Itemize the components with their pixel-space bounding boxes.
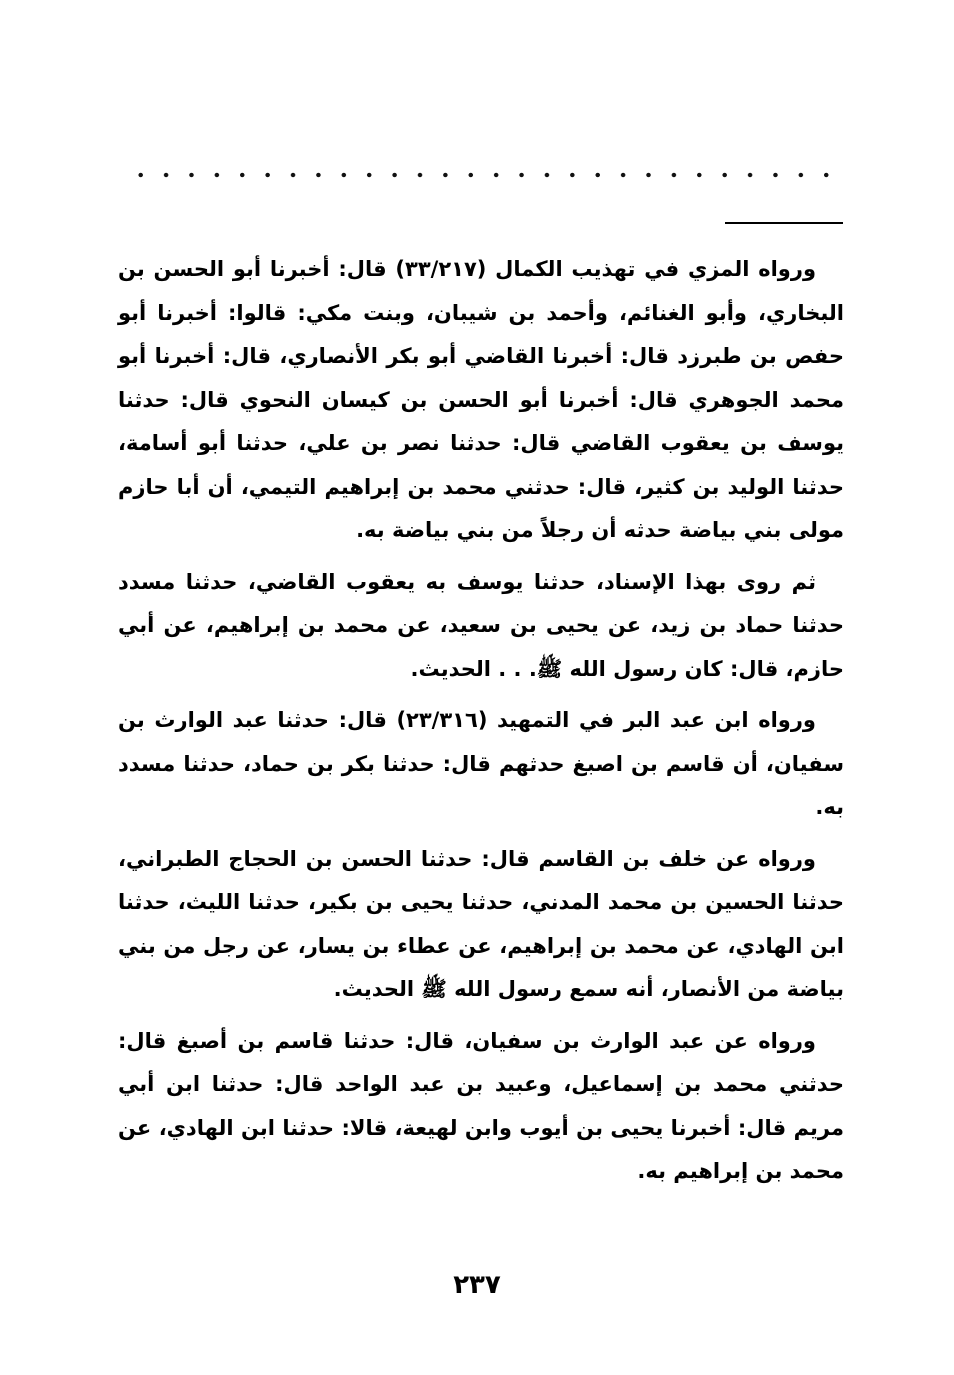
page-number: ٢٣٧ bbox=[453, 1270, 501, 1300]
paragraph-5: ورواه عن عبد الوارث بن سفيان، قال: حدثنا قاسم بن أصبغ قال: حدثني محمد بن إسماعيل، وعبيد بن عبد الواحد قال: حدثنا ابن أبي مريم قال: أخبرنا يحيى بن أيوب وابن لهيعة، قالا: حدثنا ابن الهادي، عن محمد بن إبراهيم به. bbox=[118, 1028, 844, 1183]
footnote-rule bbox=[725, 222, 843, 224]
dotted-separator bbox=[128, 168, 840, 182]
paragraph-1: ورواه المزي في تهذيب الكمال (٣٣/٢١٧) قال: أخبرنا أبو الحسن بن البخاري، وأبو الغنائم، وأحمد بن شيبان، وبنت مكي: قالوا: أخبرنا أبو حفص بن طبرزد قال: أخبرنا القاضي أبو بكر الأنصاري، قال: أخبرنا أبو محمد الجوهري قال: أخبرنا أبو الحسن بن كيسان النحوي قال: حدثنا يوسف بن يعقوب القاضي قال: حدثنا نصر بن علي، حدثنا أبو أسامة، حدثنا الوليد بن كثير، قال: حدثني محمد بن إبراهيم التيمي، أن أبا حازم مولى بني بياضة حدثه أن رجلاً من بني بياضة به. bbox=[118, 257, 844, 542]
paragraph-2: ثم روى بهذا الإسناد، حدثنا يوسف به يعقوب القاضي، حدثنا مسدد حدثنا حماد بن زيد، عن يحيى بن سعيد، عن محمد بن إبراهيم، عن أبي حازم، قال: كان رسول الله ﷺ. . . الحديث. bbox=[118, 569, 844, 681]
paragraph-4: ورواه عن خلف بن القاسم قال: حدثنا الحسن بن الحجاج الطبراني، حدثنا الحسين بن محمد المدني، حدثنا يحيى بن بكير، حدثنا الليث، حدثنا ابن الهادي، عن محمد بن إبراهيم، عن عطاء بن يسار، عن رجل من بني بياضة من الأنصار، أنه سمع رسول الله ﷺ الحديث. bbox=[118, 846, 844, 1001]
paragraph-3: ورواه ابن عبد البر في التمهيد (٢٣/٣١٦) قال: حدثنا عبد الوارث بن سفيان، أن قاسم بن اصبغ حدثهم قال: حدثنا بكر بن حماد، حدثنا مسدد به. bbox=[118, 708, 844, 819]
footnote-text bbox=[118, 248, 844, 1202]
